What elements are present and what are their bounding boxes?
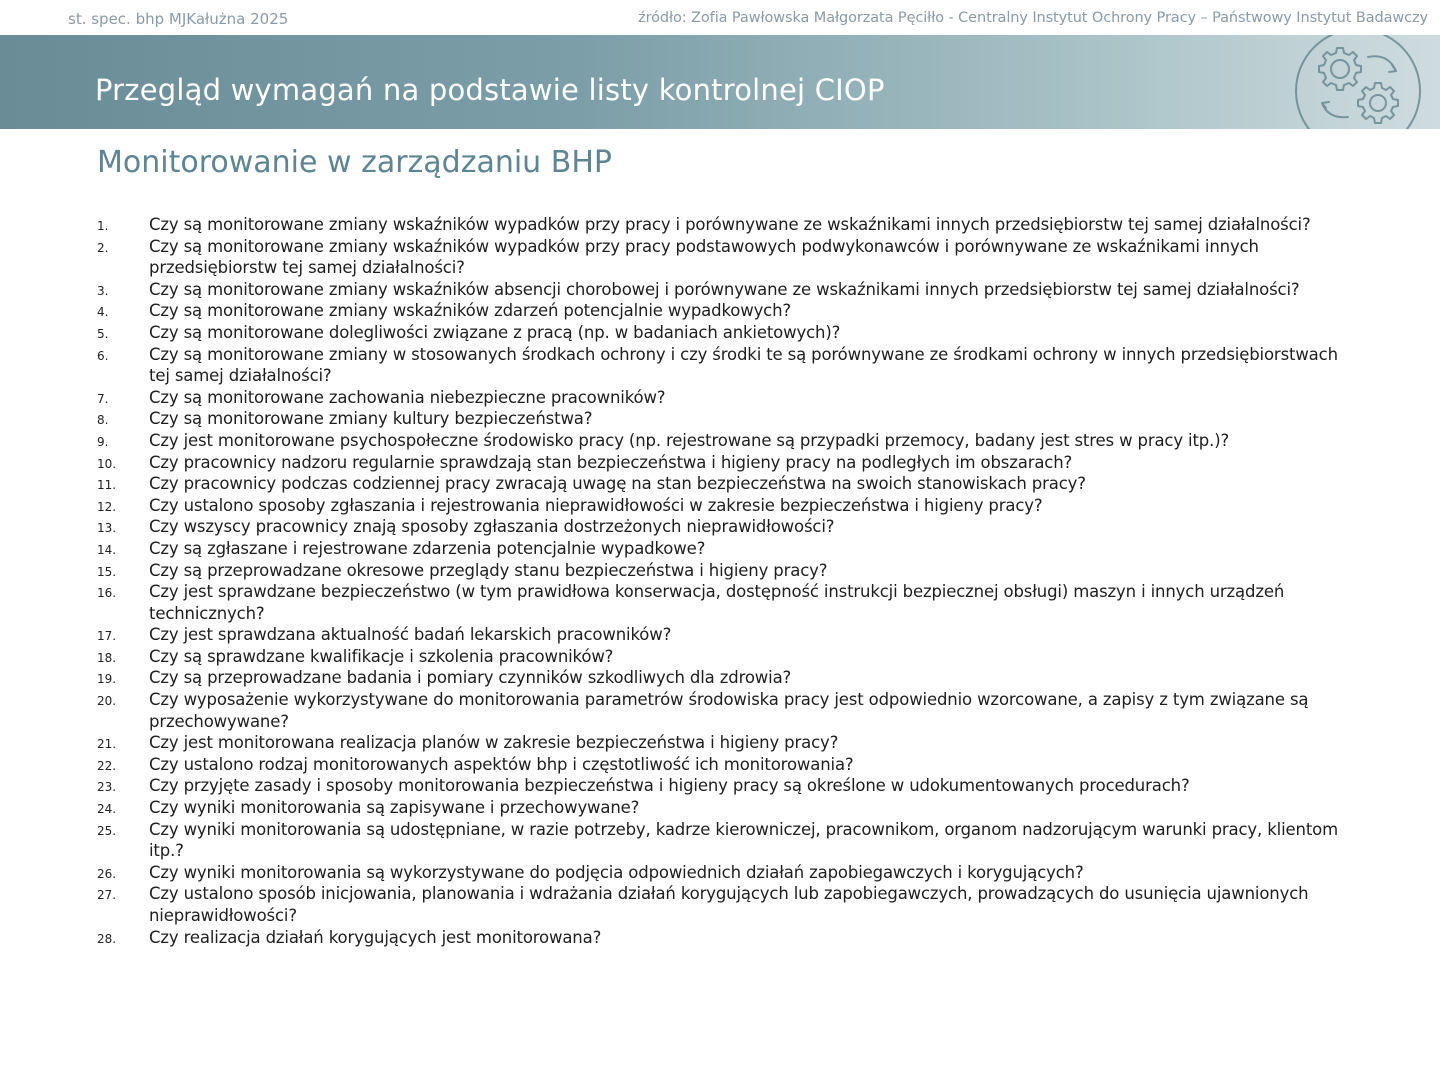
list-item	[0, 862, 1440, 884]
item-question: Czy wszyscy pracownicy znają sposoby zgłaszania dostrzeżonych nieprawidłowości?	[149, 517, 835, 537]
title-banner	[0, 35, 1440, 129]
item-question: Czy wyniki monitorowania są udostępniane, w razie potrzeby, kadrze kierowniczej, pracownikom, organom nadzorującym warunki pracy, klientom itp.?	[149, 819, 1339, 861]
item-number: 24.	[97, 802, 117, 817]
list-item	[0, 689, 1440, 732]
item-number: 11.	[97, 478, 117, 493]
list-item	[0, 473, 1440, 495]
item-question: Czy wyniki monitorowania są zapisywane i przechowywane?	[149, 798, 640, 818]
item-question: Czy są przeprowadzane okresowe przeglądy stanu bezpieczeństwa i higieny pracy?	[149, 560, 828, 580]
item-number: 8.	[97, 413, 109, 428]
item-number: 17.	[97, 629, 117, 644]
item-number: 22.	[97, 758, 117, 773]
item-number: 5.	[97, 326, 109, 341]
item-question: Czy jest sprawdzana aktualność badań lekarskich pracowników?	[149, 625, 672, 645]
gears-icon	[1292, 35, 1422, 129]
item-question: Czy ustalono sposób inicjowania, planowania i wdrażania działań korygujących lub zapobiegawczych, prowadzących do usunięcia ujawnionych nieprawidłowości?	[149, 884, 1309, 925]
item-number: 23.	[97, 780, 117, 795]
item-number: 2.	[97, 240, 109, 255]
list-item	[0, 754, 1440, 776]
checklist	[0, 214, 1440, 948]
list-item	[0, 646, 1440, 668]
item-question: Czy wyposażenie wykorzystywane do monitorowania parametrów środowiska pracy jest odpowiednio wzorcowane, a zapisy z tym związane są przechowywane?	[149, 690, 1309, 731]
list-item	[0, 560, 1440, 582]
item-question: Czy są monitorowane zmiany wskaźników wypadków przy pracy i porównywane ze wskaźnikami innych przedsiębiorstw tej samej działalności?	[149, 215, 1311, 234]
item-number: 28.	[97, 931, 117, 946]
item-number: 7.	[97, 391, 109, 406]
list-item	[0, 452, 1440, 474]
item-question: Czy są monitorowane zmiany wskaźników zdarzeń potencjalnie wypadkowych?	[149, 301, 792, 321]
list-item	[0, 516, 1440, 538]
list-item	[0, 667, 1440, 689]
item-number: 15.	[97, 564, 117, 579]
banner-title: Przegląd wymagań na podstawie listy kontrolnej CIOP	[95, 73, 885, 107]
list-item	[0, 214, 1440, 236]
author-credit: st. spec. bhp MJKałużna 2025	[68, 10, 289, 28]
list-item	[0, 819, 1440, 862]
item-number: 9.	[97, 434, 109, 449]
list-item	[0, 775, 1440, 797]
list-item	[0, 495, 1440, 517]
source-credit: źródło: Zofia Pawłowska Małgorzata Pęciłło - Centralny Instytut Ochrony Pracy – Państwowy Instytut Badawczy	[638, 10, 1428, 26]
item-question: Czy wyniki monitorowania są wykorzystywane do podjęcia odpowiednich działań zapobiegawczych i korygujących?	[149, 862, 1084, 882]
item-question: Czy jest monitorowane psychospołeczne środowisko pracy (np. rejestrowane są przypadki przemocy, badany jest stres w pracy itp.)?	[149, 430, 1230, 450]
item-number: 10.	[97, 456, 117, 471]
item-number: 19.	[97, 672, 117, 687]
item-question: Czy są sprawdzane kwalifikacje i szkolenia pracowników?	[149, 646, 614, 666]
item-number: 16.	[97, 586, 117, 601]
list-item	[0, 732, 1440, 754]
list-item	[0, 581, 1440, 624]
list-item	[0, 236, 1440, 279]
item-number: 25.	[97, 823, 117, 838]
item-number: 3.	[97, 283, 109, 298]
item-question: Czy ustalono rodzaj monitorowanych aspektów bhp i częstotliwość ich monitorowania?	[149, 754, 854, 774]
list-item	[0, 387, 1440, 409]
list-item	[0, 408, 1440, 430]
section-title: Monitorowanie w zarządzaniu BHP	[97, 145, 612, 180]
item-number: 6.	[97, 348, 109, 363]
item-question: Czy są monitorowane zmiany wskaźników wypadków przy pracy podstawowych podwykonawców i porównywane ze wskaźnikami innych przedsiębiorstw tej samej działalności?	[149, 236, 1259, 278]
item-number: 26.	[97, 866, 117, 881]
item-number: 27.	[97, 888, 117, 903]
item-question: Czy są monitorowane zmiany wskaźników absencji chorobowej i porównywane ze wskaźnikami innych przedsiębiorstw tej samej działalności?	[149, 279, 1300, 299]
item-question: Czy ustalono sposoby zgłaszania i rejestrowania nieprawidłowości w zakresie bezpieczeństwa i higieny pracy?	[149, 495, 1043, 515]
item-number: 20.	[97, 694, 117, 709]
list-item	[0, 430, 1440, 452]
item-number: 13.	[97, 521, 117, 536]
item-question: Czy pracownicy nadzoru regularnie sprawdzają stan bezpieczeństwa i higieny pracy na podległych im obszarach?	[149, 452, 1073, 472]
item-number: 18.	[97, 650, 117, 665]
item-question: Czy są monitorowane zmiany w stosowanych środkach ochrony i czy środki te są porównywane ze środkami ochrony w innych przedsiębiorstwach tej samej działalności?	[149, 344, 1338, 386]
item-number: 21.	[97, 737, 117, 752]
item-question: Czy przyjęte zasady i sposoby monitorowania bezpieczeństwa i higieny pracy są określone w udokumentowanych procedurach?	[149, 776, 1190, 796]
item-question: Czy jest sprawdzane bezpieczeństwo (w tym prawidłowa konserwacja, dostępność instrukcji bezpiecznej obsługi) maszyn i innych urządzeń technicznych?	[149, 582, 1285, 623]
item-number: 12.	[97, 499, 117, 514]
list-item	[0, 300, 1440, 322]
list-item	[0, 624, 1440, 646]
item-number: 14.	[97, 542, 117, 557]
item-number: 4.	[97, 305, 109, 320]
item-question: Czy są zgłaszane i rejestrowane zdarzenia potencjalnie wypadkowe?	[149, 538, 706, 558]
list-item	[0, 344, 1440, 387]
list-item	[0, 927, 1440, 949]
item-question: Czy realizacja działań korygujących jest monitorowana?	[149, 927, 602, 947]
list-item	[0, 322, 1440, 344]
list-item	[0, 797, 1440, 819]
list-item	[0, 538, 1440, 560]
list-item	[0, 279, 1440, 301]
item-question: Czy są monitorowane dolegliwości związane z pracą (np. w badaniach ankietowych)?	[149, 322, 841, 342]
item-question: Czy są przeprowadzane badania i pomiary czynników szkodliwych dla zdrowia?	[149, 668, 792, 688]
item-question: Czy pracownicy podczas codziennej pracy zwracają uwagę na stan bezpieczeństwa na swoich stanowiskach pracy?	[149, 474, 1086, 494]
item-question: Czy jest monitorowana realizacja planów w zakresie bezpieczeństwa i higieny pracy?	[149, 733, 839, 753]
item-number: 1.	[97, 219, 109, 233]
item-question: Czy są monitorowane zachowania niebezpieczne pracowników?	[149, 387, 666, 407]
item-question: Czy są monitorowane zmiany kultury bezpieczeństwa?	[149, 409, 593, 429]
list-item	[0, 883, 1440, 926]
